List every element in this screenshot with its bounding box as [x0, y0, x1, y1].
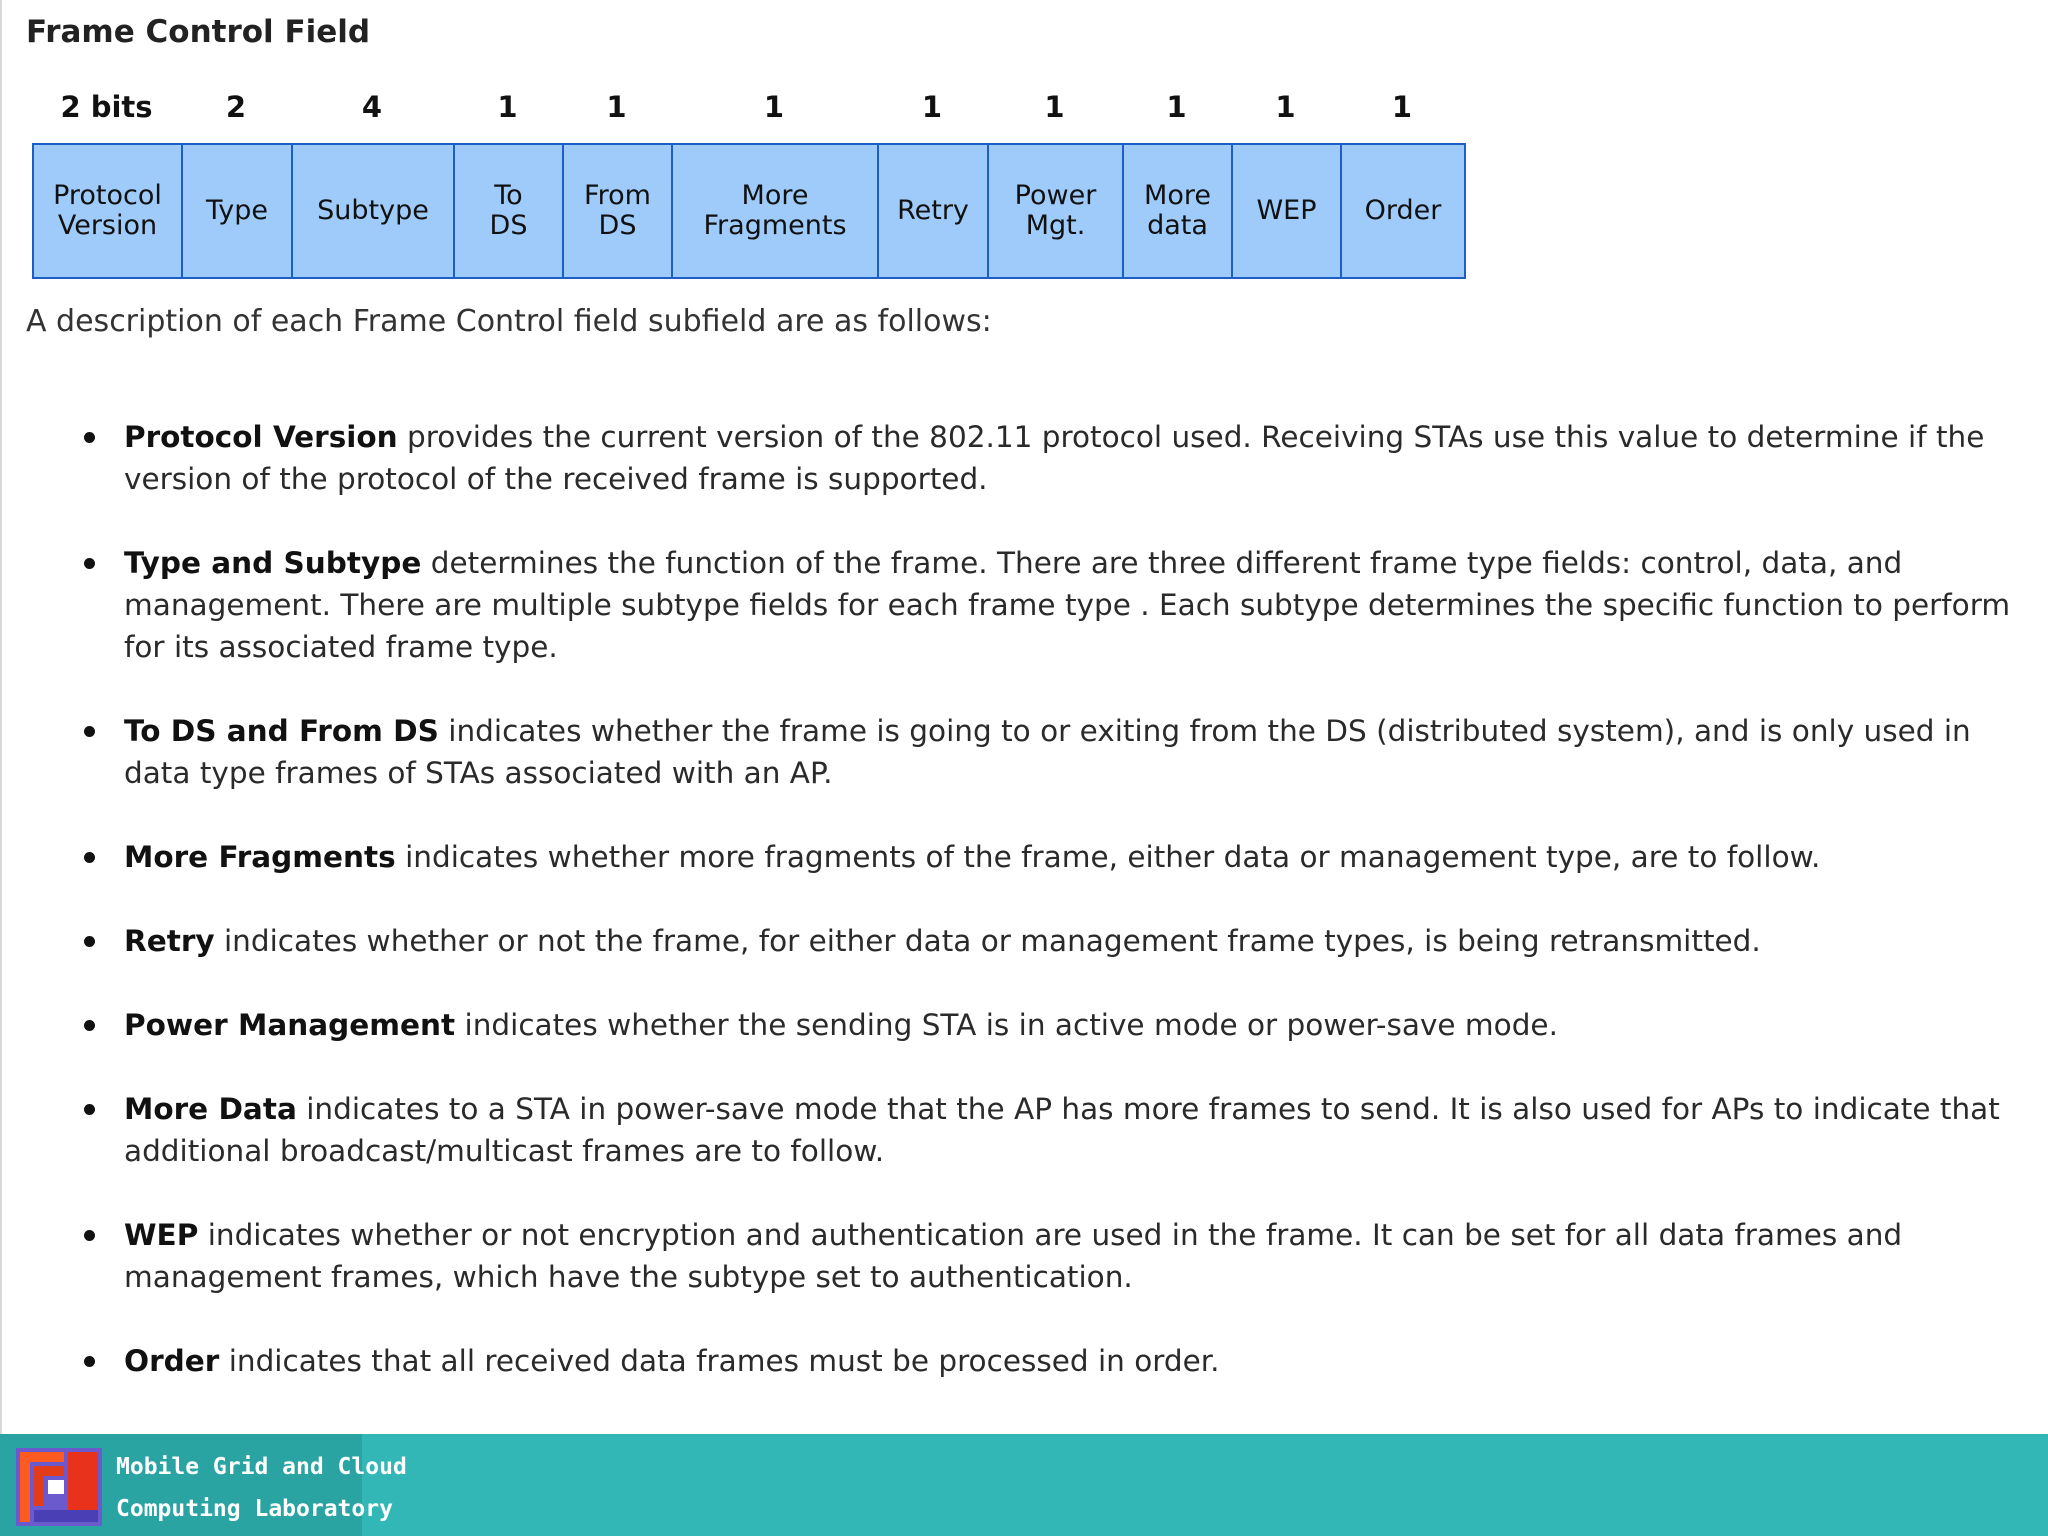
bullet-icon — [84, 1104, 95, 1115]
bit-width-label: 1 — [606, 90, 627, 124]
field-cell-retry: Retry — [877, 143, 989, 279]
list-item-term: Power Management — [124, 1008, 456, 1042]
bit-width-label: 2 bits — [60, 90, 153, 124]
list-item-term: More Fragments — [124, 840, 396, 874]
bit-width-label: 2 — [225, 90, 247, 124]
list-item — [124, 836, 2014, 878]
page-left-border — [0, 0, 2, 1434]
list-item — [124, 1340, 2014, 1382]
list-item — [124, 416, 2014, 500]
page-title: Frame Control Field — [26, 14, 371, 50]
footer-logo-area — [0, 1434, 407, 1536]
list-item-text: indicates whether the sending STA is in active mode or power-save mode. — [455, 1008, 1558, 1042]
list-item — [124, 920, 2014, 962]
bullet-icon — [84, 726, 95, 737]
bullet-icon — [84, 1020, 95, 1031]
bullet-icon — [84, 1230, 95, 1241]
bit-width-label: 1 — [921, 90, 943, 124]
list-item — [124, 1004, 2014, 1046]
list-item — [124, 1088, 2014, 1172]
field-cell-wep: WEP — [1231, 143, 1342, 279]
bullet-icon — [84, 936, 95, 947]
field-cell-from-ds: From DS — [562, 143, 673, 279]
list-item — [124, 542, 2014, 668]
bit-width-label: 1 — [1275, 90, 1296, 124]
list-item-text: indicates whether more fragments of the frame, either data or management type, are to follow. — [395, 840, 1821, 874]
list-item-text: provides the current version of the 802.11 protocol used. Receiving STAs use this value to determine if the version of the protocol of the received frame is supported. — [124, 420, 1985, 496]
field-cell-more-data: More data — [1122, 143, 1233, 279]
description-intro: A description of each Frame Control field subfield are as follows: — [26, 304, 992, 339]
list-item-text: indicates whether the frame is going to or exiting from the DS (distributed system), and is only used in data type frames of STAs associated with an AP. — [124, 714, 1971, 790]
list-item-term: To DS and From DS — [124, 714, 439, 748]
frame-control-diagram — [32, 143, 1466, 283]
bullet-icon — [84, 432, 95, 443]
bit-width-label: 4 — [361, 90, 383, 124]
bullet-icon — [84, 1356, 95, 1367]
list-item-text: indicates whether or not the frame, for either data or management frame types, is being retransmitted. — [214, 924, 1761, 958]
list-item-term: Order — [124, 1344, 220, 1378]
bit-width-label: 1 — [1391, 90, 1413, 124]
list-item-term: More Data — [124, 1092, 297, 1126]
list-item-text: indicates that all received data frames must be processed in order. — [219, 1344, 1220, 1378]
list-item-text: indicates whether or not encryption and authentication are used in the frame. It can be set for all data frames and management frames, which have the subtype set to authentication. — [124, 1218, 1903, 1294]
list-item — [124, 710, 2014, 794]
bullet-icon — [84, 852, 95, 863]
bit-width-label: 1 — [1044, 90, 1065, 124]
lab-name — [116, 1446, 407, 1530]
footer-bar — [0, 1434, 2048, 1536]
list-item — [124, 1214, 2014, 1298]
field-cell-to-ds: To DS — [453, 143, 564, 279]
field-cell-more-fragments: More Fragments — [671, 143, 879, 279]
list-item-term: Type and Subtype — [124, 546, 422, 580]
bullet-icon — [84, 558, 95, 569]
field-cell-subtype: Subtype — [291, 143, 455, 279]
field-cell-order: Order — [1340, 143, 1466, 279]
list-item-text: determines the function of the frame. There are three different frame type fields: control, data, and management. There are multiple subtype fields for each frame type . Each subtype determines the specific function to perform for its associated frame type. — [124, 546, 2011, 664]
field-cell-type: Type — [181, 143, 293, 279]
list-item-term: WEP — [124, 1218, 199, 1252]
bit-width-label: 1 — [1166, 90, 1187, 124]
bit-width-label: 1 — [763, 90, 785, 124]
subfield-description-list — [124, 416, 2014, 1424]
lab-name-line-2: Computing Laboratory — [116, 1496, 393, 1522]
list-item-term: Protocol Version — [124, 420, 398, 454]
field-cell-protocol-version: Protocol Version — [32, 143, 183, 279]
list-item-term: Retry — [124, 924, 215, 958]
lab-logo-icon — [16, 1448, 102, 1526]
list-item-text: indicates to a STA in power-save mode that the AP has more frames to send. It is also used for APs to indicate that additional broadcast/multicast frames are to follow. — [124, 1092, 2000, 1168]
lab-name-line-1: Mobile Grid and Cloud — [116, 1454, 407, 1480]
field-cell-power-mgt: Power Mgt. — [987, 143, 1124, 279]
bit-width-label: 1 — [497, 90, 518, 124]
